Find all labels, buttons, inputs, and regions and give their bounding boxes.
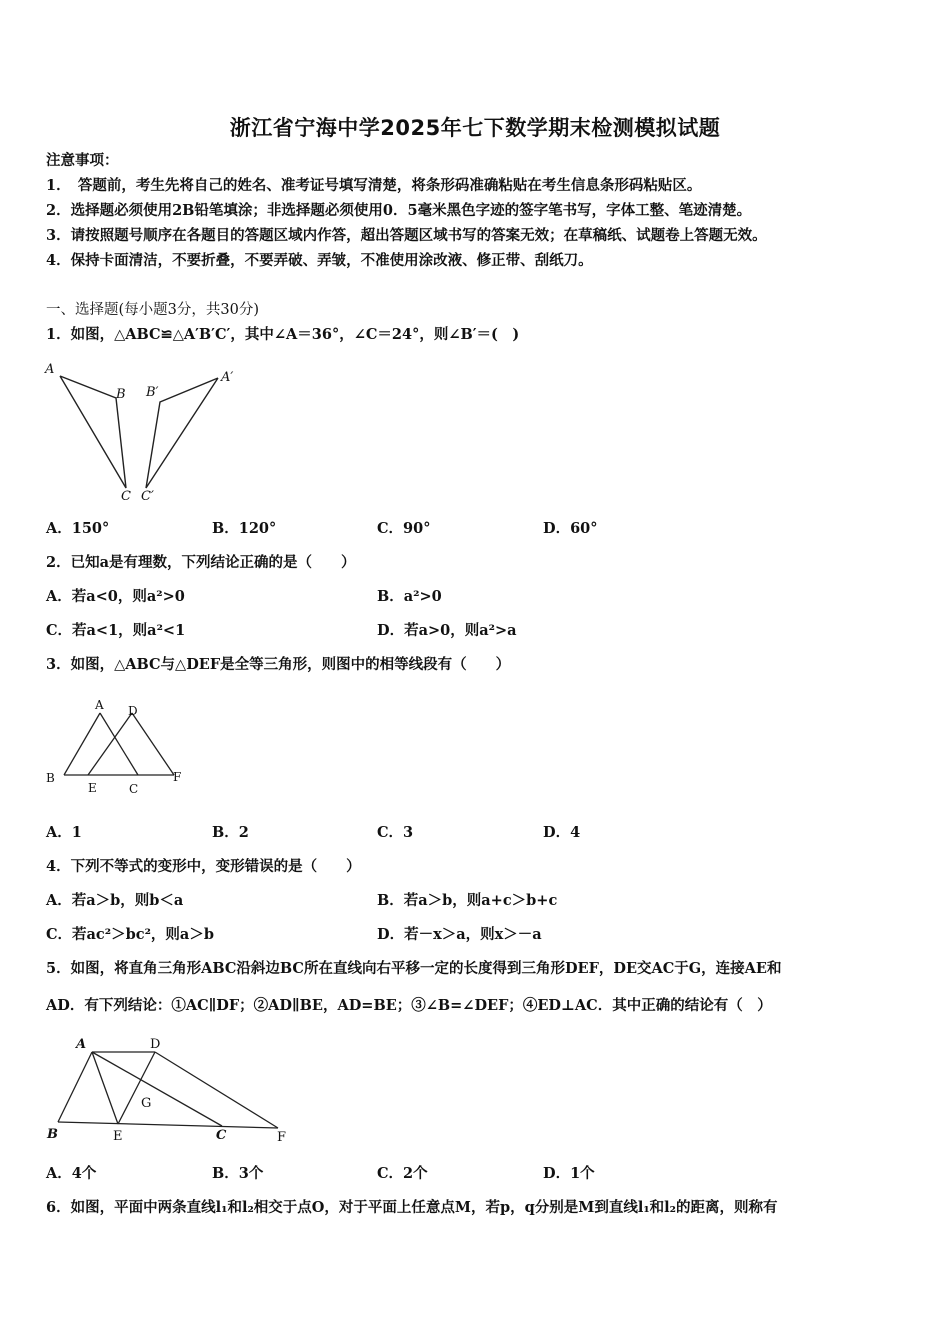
q3-option-c[interactable]: C．3: [377, 824, 414, 841]
question-3-stem: 3．如图，△ABC与△DEF是全等三角形，则图中的相等线段有（ ）: [46, 656, 511, 673]
q5-option-c[interactable]: C．2个: [377, 1165, 428, 1182]
question-4-stem: 4．下列不等式的变形中，变形错误的是（ ）: [46, 858, 361, 875]
question-5-stem-line1: 5．如图，将直角三角形ABC沿斜边BC所在直线向右平移一定的长度得到三角形DEF，DE交AC于G，连接AE和: [46, 960, 782, 977]
q1-label-a: A: [45, 362, 55, 377]
notice-item: 4．保持卡面清洁，不要折叠，不要弄破、弄皱，不准使用涂改液、修正带、刮纸刀。: [46, 252, 593, 269]
q5-label-b: B: [47, 1127, 58, 1142]
q2-option-d[interactable]: D．若a>0，则a²>a: [377, 622, 517, 639]
q3-figure: [40, 695, 200, 805]
question-1-stem: 1．如图，△ABC≌△A′B′C′，其中∠A＝36°，∠C＝24°，则∠B′＝( ): [46, 326, 520, 343]
q1-label-a-prime: A′: [221, 370, 234, 385]
notice-heading: 注意事项：: [46, 152, 119, 169]
q5-label-f: F: [277, 1130, 287, 1145]
q2-option-a[interactable]: A．若a<0，则a²>0: [46, 588, 185, 605]
q1-option-a[interactable]: A．150°: [46, 520, 110, 537]
page-title: 浙江省宁海中学2025年七下数学期末检测模拟试题: [229, 116, 721, 140]
q1-figure: [40, 360, 250, 510]
q1-option-c[interactable]: C．90°: [377, 520, 431, 537]
q5-figure: [40, 1030, 300, 1150]
q4-option-b[interactable]: B．若a＞b，则a+c＞b+c: [377, 892, 558, 909]
question-6-stem: 6．如图，平面中两条直线l₁和l₂相交于点O，对于平面上任意点M，若p，q分别是M到直线l₁和l₂的距离，则称有: [46, 1199, 778, 1216]
q5-label-a: A: [76, 1037, 87, 1052]
q4-option-d[interactable]: D．若－x＞a，则x＞－a: [377, 926, 542, 943]
q3-label-c: C: [129, 782, 139, 796]
q1-label-b: B: [116, 387, 126, 402]
q1-option-d[interactable]: D．60°: [543, 520, 598, 537]
q3-label-a: A: [95, 698, 104, 712]
q5-option-b[interactable]: B．3个: [212, 1165, 264, 1182]
q5-label-d: D: [150, 1037, 161, 1052]
section-heading: 一、选择题(每小题3分，共30分): [46, 302, 259, 318]
q3-option-b[interactable]: B．2: [212, 824, 249, 841]
q1-label-c-prime: C′: [141, 489, 154, 504]
q3-label-e: E: [88, 781, 97, 795]
q3-label-b: B: [46, 771, 55, 785]
q4-option-c[interactable]: C．若ac²＞bc²，则a＞b: [46, 926, 214, 943]
q5-label-g: G: [141, 1096, 152, 1111]
notice-item: 1． 答题前，考生先将自己的姓名、准考证号填写清楚，将条形码准确粘贴在考生信息条形码粘贴区。: [46, 177, 702, 194]
q5-label-e: E: [113, 1129, 123, 1144]
question-2-stem: 2．已知a是有理数，下列结论正确的是（ ）: [46, 554, 356, 571]
q1-label-c: C: [121, 489, 131, 504]
q4-option-a[interactable]: A．若a＞b，则b＜a: [46, 892, 184, 909]
notice-item: 3．请按照题号顺序在各题目的答题区域内作答，超出答题区域书写的答案无效；在草稿纸、试题卷上答题无效。: [46, 227, 767, 244]
q2-option-b[interactable]: B．a²>0: [377, 588, 442, 605]
q3-label-d: D: [128, 704, 138, 718]
q5-option-d[interactable]: D．1个: [543, 1165, 595, 1182]
question-5-stem-line2: AD．有下列结论：①AC∥DF；②AD∥BE，AD=BE；③∠B=∠DEF；④ED⊥AC．其中正确的结论有（ ）: [46, 997, 772, 1014]
notice-item: 2．选择题必须使用2B铅笔填涂；非选择题必须使用0．5毫米黑色字迹的签字笔书写，字体工整、笔迹清楚。: [46, 202, 752, 219]
q3-option-a[interactable]: A．1: [46, 824, 82, 841]
q1-label-b-prime: B′: [146, 385, 159, 400]
q5-label-c: C: [216, 1128, 227, 1143]
q5-option-a[interactable]: A．4个: [46, 1165, 97, 1182]
q2-option-c[interactable]: C．若a<1，则a²<1: [46, 622, 186, 639]
q3-option-d[interactable]: D．4: [543, 824, 581, 841]
q1-option-b[interactable]: B．120°: [212, 520, 277, 537]
q3-label-f: F: [173, 770, 182, 784]
